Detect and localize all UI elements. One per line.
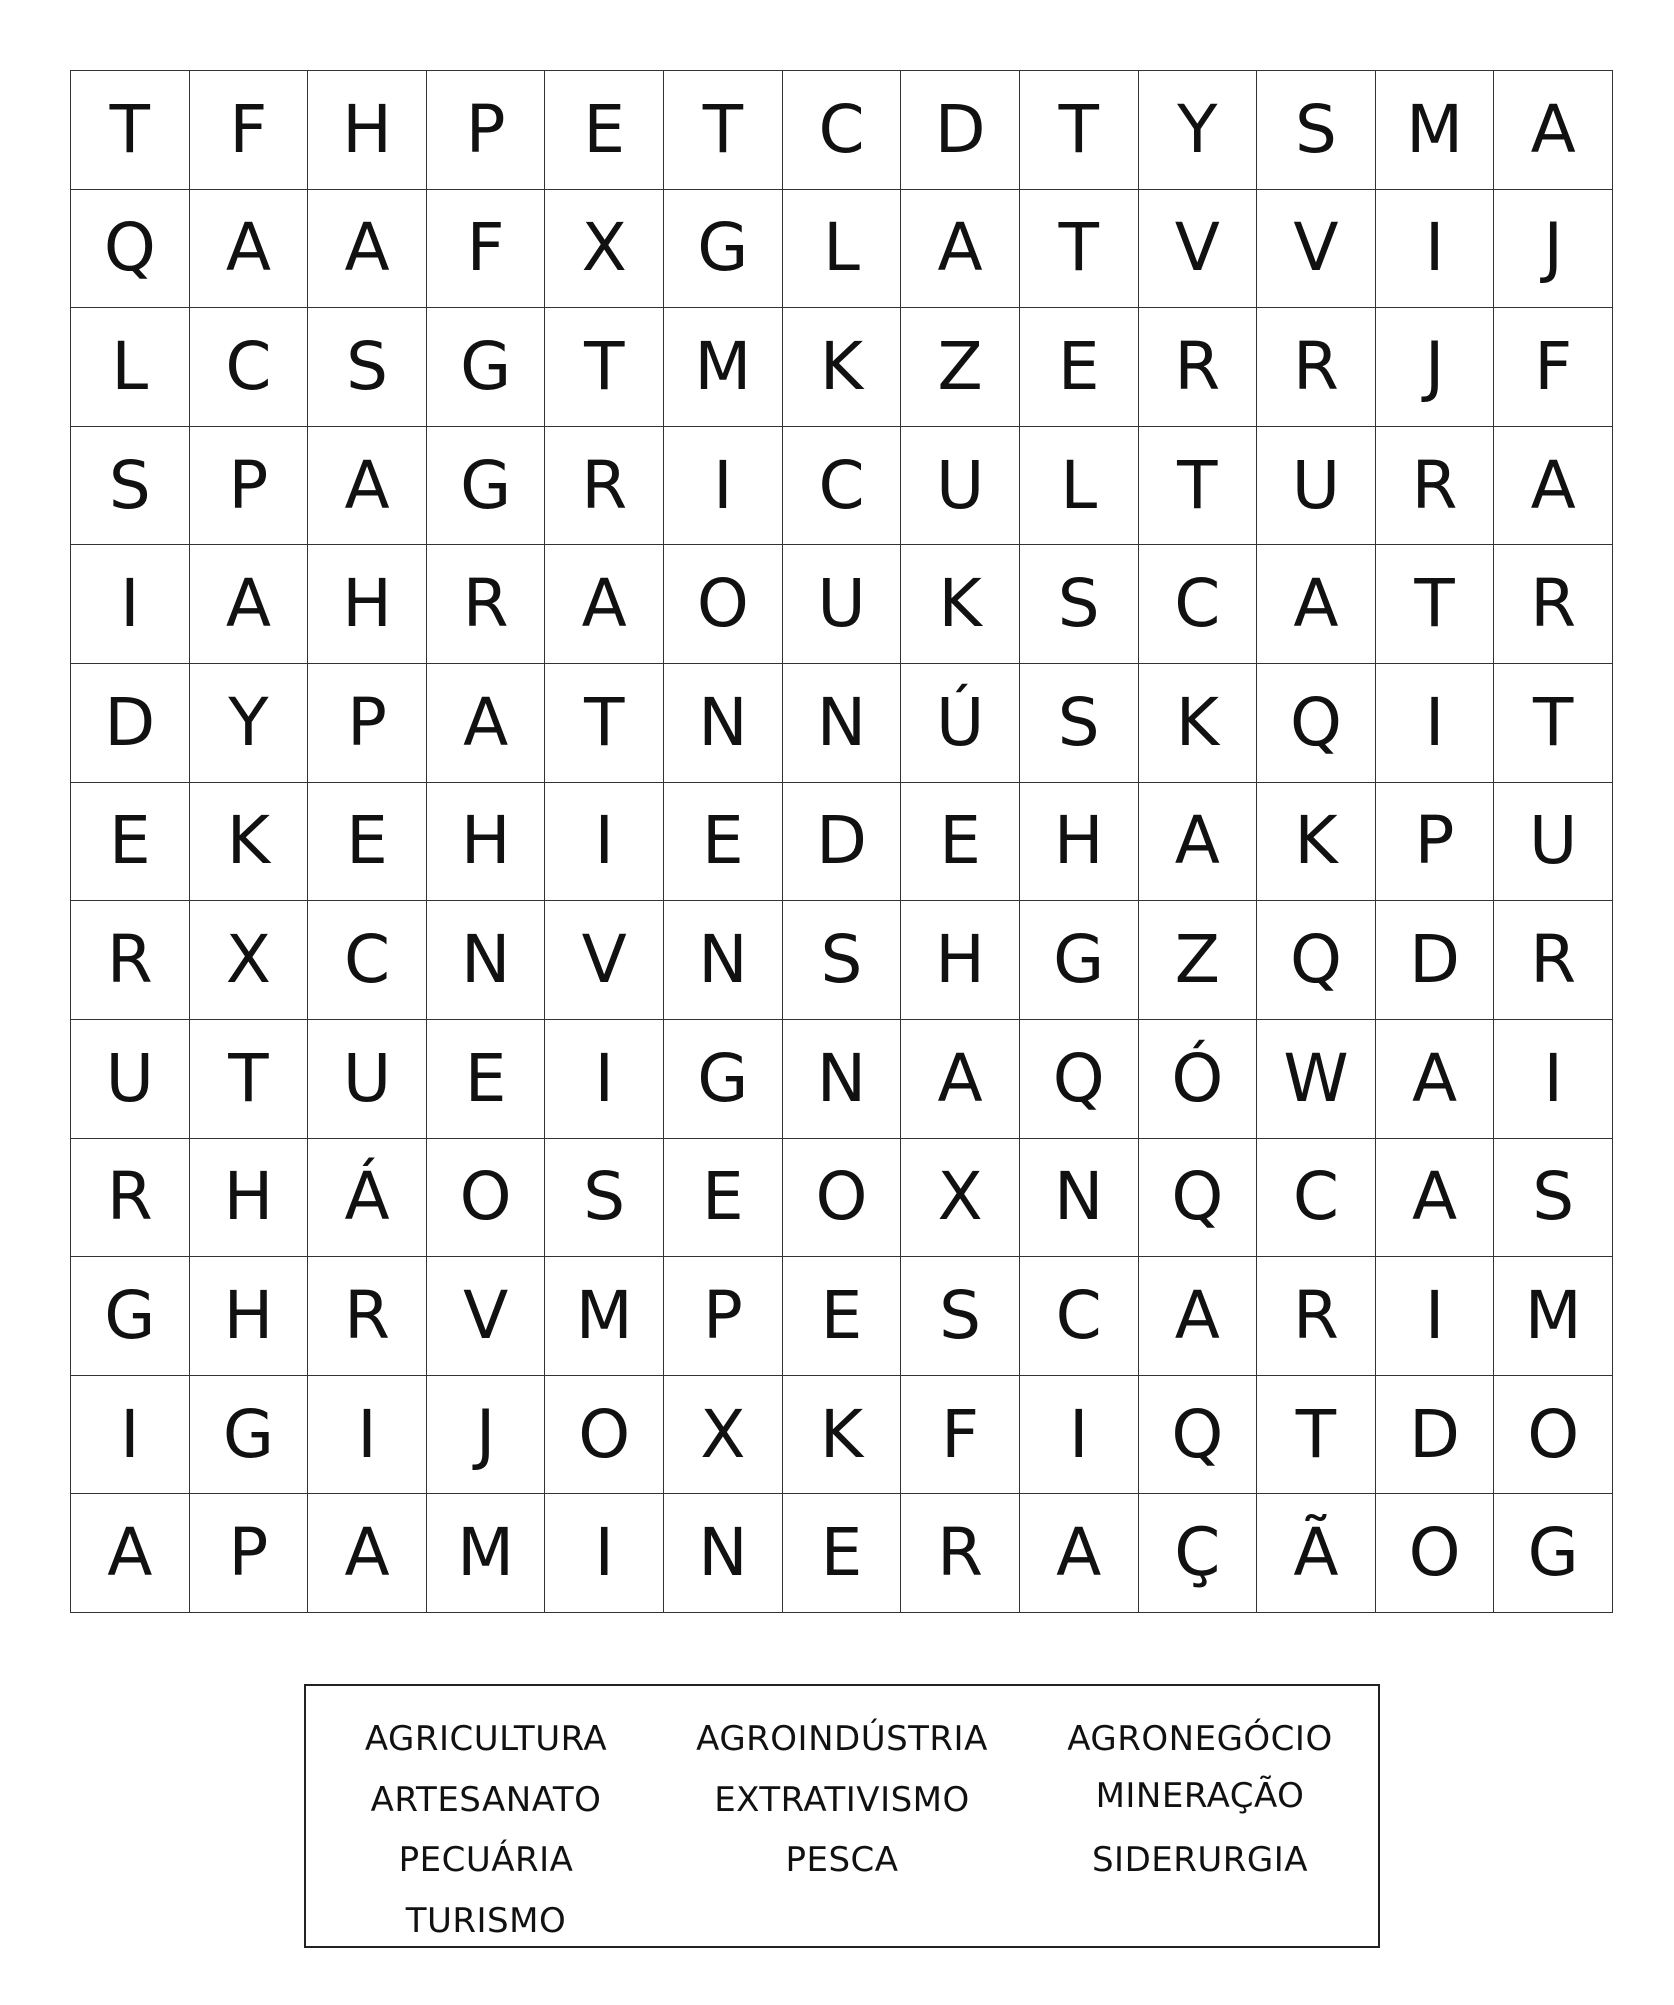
- grid-cell[interactable]: S: [783, 901, 902, 1020]
- grid-cell[interactable]: A: [1376, 1139, 1495, 1258]
- grid-cell[interactable]: F: [427, 190, 546, 309]
- grid-cell[interactable]: H: [190, 1257, 309, 1376]
- grid-cell[interactable]: T: [545, 664, 664, 783]
- grid-cell[interactable]: Q: [1257, 901, 1376, 1020]
- grid-cell[interactable]: R: [545, 427, 664, 546]
- grid-cell[interactable]: F: [1494, 308, 1613, 427]
- grid-cell[interactable]: N: [1020, 1139, 1139, 1258]
- grid-cell[interactable]: F: [190, 71, 309, 190]
- grid-cell[interactable]: R: [1376, 427, 1495, 546]
- grid-cell[interactable]: S: [71, 427, 190, 546]
- grid-cell[interactable]: T: [1376, 545, 1495, 664]
- grid-cell[interactable]: L: [1020, 427, 1139, 546]
- grid-cell[interactable]: Ç: [1139, 1494, 1258, 1613]
- grid-cell[interactable]: S: [901, 1257, 1020, 1376]
- grid-cell[interactable]: C: [190, 308, 309, 427]
- grid-cell[interactable]: A: [1494, 71, 1613, 190]
- grid-cell[interactable]: I: [71, 545, 190, 664]
- grid-cell[interactable]: S: [545, 1139, 664, 1258]
- grid-cell[interactable]: E: [1020, 308, 1139, 427]
- grid-cell[interactable]: K: [783, 1376, 902, 1495]
- grid-cell[interactable]: C: [1020, 1257, 1139, 1376]
- grid-cell[interactable]: P: [308, 664, 427, 783]
- grid-cell[interactable]: E: [783, 1257, 902, 1376]
- grid-cell[interactable]: M: [664, 308, 783, 427]
- grid-cell[interactable]: A: [901, 190, 1020, 309]
- grid-cell[interactable]: P: [664, 1257, 783, 1376]
- grid-cell[interactable]: I: [1376, 664, 1495, 783]
- grid-cell[interactable]: C: [783, 427, 902, 546]
- grid-cell[interactable]: R: [901, 1494, 1020, 1613]
- grid-cell[interactable]: N: [664, 901, 783, 1020]
- grid-cell[interactable]: G: [664, 190, 783, 309]
- grid-cell[interactable]: K: [901, 545, 1020, 664]
- grid-cell[interactable]: A: [1139, 1257, 1258, 1376]
- grid-cell[interactable]: C: [783, 71, 902, 190]
- grid-cell[interactable]: R: [1257, 1257, 1376, 1376]
- grid-cell[interactable]: T: [664, 71, 783, 190]
- grid-cell[interactable]: I: [1494, 1020, 1613, 1139]
- grid-cell[interactable]: C: [1139, 545, 1258, 664]
- grid-cell[interactable]: O: [664, 545, 783, 664]
- grid-cell[interactable]: O: [1494, 1376, 1613, 1495]
- grid-cell[interactable]: I: [1020, 1376, 1139, 1495]
- word-pesca: PESCA: [785, 1840, 899, 1880]
- grid-cell[interactable]: K: [190, 783, 309, 902]
- grid-cell[interactable]: T: [190, 1020, 309, 1139]
- grid-cell[interactable]: G: [664, 1020, 783, 1139]
- grid-cell[interactable]: A: [1257, 545, 1376, 664]
- grid-cell[interactable]: T: [1020, 71, 1139, 190]
- grid-cell[interactable]: E: [545, 71, 664, 190]
- grid-cell[interactable]: Ú: [901, 664, 1020, 783]
- grid-cell[interactable]: V: [427, 1257, 546, 1376]
- word-agronegocio: AGRONEGÓCIO: [1067, 1719, 1333, 1759]
- grid-cell[interactable]: U: [1494, 783, 1613, 902]
- grid-cell[interactable]: K: [1257, 783, 1376, 902]
- grid-cell[interactable]: A: [427, 664, 546, 783]
- grid-cell[interactable]: S: [1257, 71, 1376, 190]
- grid-cell[interactable]: K: [783, 308, 902, 427]
- grid-cell[interactable]: I: [1376, 1257, 1495, 1376]
- grid-cell[interactable]: Q: [1020, 1020, 1139, 1139]
- grid-cell[interactable]: A: [190, 545, 309, 664]
- grid-cell[interactable]: E: [71, 783, 190, 902]
- grid-cell[interactable]: X: [901, 1139, 1020, 1258]
- grid-cell[interactable]: V: [545, 901, 664, 1020]
- grid-cell[interactable]: R: [71, 1139, 190, 1258]
- grid-cell[interactable]: N: [783, 664, 902, 783]
- grid-cell[interactable]: R: [1257, 308, 1376, 427]
- grid-cell[interactable]: A: [308, 427, 427, 546]
- grid-cell[interactable]: R: [427, 545, 546, 664]
- grid-cell[interactable]: D: [1376, 901, 1495, 1020]
- grid-cell[interactable]: V: [1257, 190, 1376, 309]
- grid-cell[interactable]: C: [1257, 1139, 1376, 1258]
- grid-cell[interactable]: O: [1376, 1494, 1495, 1613]
- grid-cell[interactable]: I: [664, 427, 783, 546]
- grid-cell[interactable]: U: [901, 427, 1020, 546]
- grid-cell[interactable]: A: [308, 190, 427, 309]
- grid-cell[interactable]: Ó: [1139, 1020, 1258, 1139]
- grid-cell[interactable]: R: [71, 901, 190, 1020]
- word-turismo: TURISMO: [405, 1901, 567, 1941]
- grid-cell[interactable]: P: [190, 427, 309, 546]
- grid-cell[interactable]: T: [1139, 427, 1258, 546]
- grid-cell[interactable]: S: [308, 308, 427, 427]
- word-search-grid: [70, 70, 1613, 1613]
- grid-cell[interactable]: N: [427, 901, 546, 1020]
- grid-cell[interactable]: J: [427, 1376, 546, 1495]
- grid-cell[interactable]: G: [427, 308, 546, 427]
- grid-cell[interactable]: S: [1494, 1139, 1613, 1258]
- grid-cell[interactable]: L: [71, 308, 190, 427]
- grid-cell[interactable]: J: [1494, 190, 1613, 309]
- grid-cell[interactable]: E: [664, 783, 783, 902]
- grid-cell[interactable]: O: [427, 1139, 546, 1258]
- grid-cell[interactable]: Ã: [1257, 1494, 1376, 1613]
- grid-cell[interactable]: Q: [1257, 664, 1376, 783]
- word-agroindustria: AGROINDÚSTRIA: [696, 1719, 988, 1759]
- grid-cell[interactable]: G: [427, 427, 546, 546]
- grid-cell[interactable]: Z: [1139, 901, 1258, 1020]
- grid-cell[interactable]: W: [1257, 1020, 1376, 1139]
- grid-cell[interactable]: O: [783, 1139, 902, 1258]
- grid-cell[interactable]: J: [1376, 308, 1495, 427]
- grid-cell[interactable]: E: [664, 1139, 783, 1258]
- grid-cell[interactable]: T: [1020, 190, 1139, 309]
- grid-cell[interactable]: A: [71, 1494, 190, 1613]
- grid-cell[interactable]: Y: [190, 664, 309, 783]
- grid-cell[interactable]: C: [308, 901, 427, 1020]
- grid-cell[interactable]: Q: [71, 190, 190, 309]
- grid-cell[interactable]: N: [783, 1020, 902, 1139]
- grid-cell[interactable]: M: [1494, 1257, 1613, 1376]
- grid-cell[interactable]: H: [308, 545, 427, 664]
- grid-cell[interactable]: Á: [308, 1139, 427, 1258]
- word-agricultura: AGRICULTURA: [364, 1719, 608, 1759]
- grid-cell[interactable]: A: [901, 1020, 1020, 1139]
- grid-cell[interactable]: M: [427, 1494, 546, 1613]
- grid-cell[interactable]: X: [190, 901, 309, 1020]
- grid-cell[interactable]: T: [1494, 664, 1613, 783]
- grid-cell[interactable]: T: [545, 308, 664, 427]
- grid-cell[interactable]: H: [427, 783, 546, 902]
- grid-cell[interactable]: E: [427, 1020, 546, 1139]
- grid-cell[interactable]: I: [308, 1376, 427, 1495]
- grid-cell[interactable]: E: [901, 783, 1020, 902]
- grid-cell[interactable]: U: [783, 545, 902, 664]
- grid-cell[interactable]: U: [308, 1020, 427, 1139]
- grid-cell[interactable]: F: [901, 1376, 1020, 1495]
- grid-cell[interactable]: O: [545, 1376, 664, 1495]
- grid-cell[interactable]: P: [190, 1494, 309, 1613]
- word-mineracao: MINERAÇÃO: [1095, 1776, 1305, 1816]
- grid-cell[interactable]: N: [664, 664, 783, 783]
- word-extrativismo: EXTRATIVISMO: [714, 1780, 970, 1820]
- grid-cell[interactable]: I: [71, 1376, 190, 1495]
- grid-cell[interactable]: A: [1020, 1494, 1139, 1613]
- grid-cell[interactable]: Z: [901, 308, 1020, 427]
- grid-cell[interactable]: R: [1139, 308, 1258, 427]
- grid-cell[interactable]: A: [545, 545, 664, 664]
- grid-cell[interactable]: I: [1376, 190, 1495, 309]
- grid-cell[interactable]: X: [664, 1376, 783, 1495]
- grid-cell[interactable]: Q: [1139, 1376, 1258, 1495]
- grid-cell[interactable]: H: [901, 901, 1020, 1020]
- grid-cell[interactable]: G: [1020, 901, 1139, 1020]
- grid-cell[interactable]: I: [545, 783, 664, 902]
- grid-cell[interactable]: A: [1494, 427, 1613, 546]
- grid-cell[interactable]: D: [783, 783, 902, 902]
- grid-cell[interactable]: H: [190, 1139, 309, 1258]
- grid-cell[interactable]: H: [308, 71, 427, 190]
- grid-cell[interactable]: D: [1376, 1376, 1495, 1495]
- grid-cell[interactable]: M: [1376, 71, 1495, 190]
- grid-cell[interactable]: I: [545, 1020, 664, 1139]
- grid-cell[interactable]: K: [1139, 664, 1258, 783]
- grid-cell[interactable]: R: [1494, 901, 1613, 1020]
- grid-cell[interactable]: H: [1020, 783, 1139, 902]
- grid-cell[interactable]: G: [190, 1376, 309, 1495]
- word-siderurgia: SIDERURGIA: [1091, 1840, 1309, 1880]
- grid-cell[interactable]: Y: [1139, 71, 1258, 190]
- grid-cell[interactable]: R: [1494, 545, 1613, 664]
- grid-cell[interactable]: I: [545, 1494, 664, 1613]
- grid-cell[interactable]: D: [901, 71, 1020, 190]
- grid-cell[interactable]: U: [1257, 427, 1376, 546]
- grid-cell[interactable]: S: [1020, 545, 1139, 664]
- grid-cell[interactable]: V: [1139, 190, 1258, 309]
- grid-cell[interactable]: U: [71, 1020, 190, 1139]
- word-artesanato: ARTESANATO: [370, 1780, 602, 1820]
- grid-cell[interactable]: M: [545, 1257, 664, 1376]
- grid-cell[interactable]: R: [308, 1257, 427, 1376]
- grid-cell[interactable]: N: [664, 1494, 783, 1613]
- grid-cell[interactable]: G: [71, 1257, 190, 1376]
- word-pecuaria: PECUÁRIA: [398, 1840, 574, 1880]
- grid-cell[interactable]: Q: [1139, 1139, 1258, 1258]
- grid-cell[interactable]: S: [1020, 664, 1139, 783]
- grid-cell[interactable]: P: [1376, 783, 1495, 902]
- grid-cell[interactable]: A: [1139, 783, 1258, 902]
- grid-cell[interactable]: T: [1257, 1376, 1376, 1495]
- grid-cell[interactable]: G: [1494, 1494, 1613, 1613]
- grid-cell[interactable]: T: [71, 71, 190, 190]
- grid-cell[interactable]: D: [71, 664, 190, 783]
- grid-cell[interactable]: E: [783, 1494, 902, 1613]
- grid-cell[interactable]: A: [1376, 1020, 1495, 1139]
- grid-cell[interactable]: X: [545, 190, 664, 309]
- grid-cell[interactable]: E: [308, 783, 427, 902]
- grid-cell[interactable]: P: [427, 71, 546, 190]
- word-bank: [304, 1684, 1380, 1948]
- grid-cell[interactable]: L: [783, 190, 902, 309]
- grid-cell[interactable]: A: [190, 190, 309, 309]
- grid-cell[interactable]: A: [308, 1494, 427, 1613]
